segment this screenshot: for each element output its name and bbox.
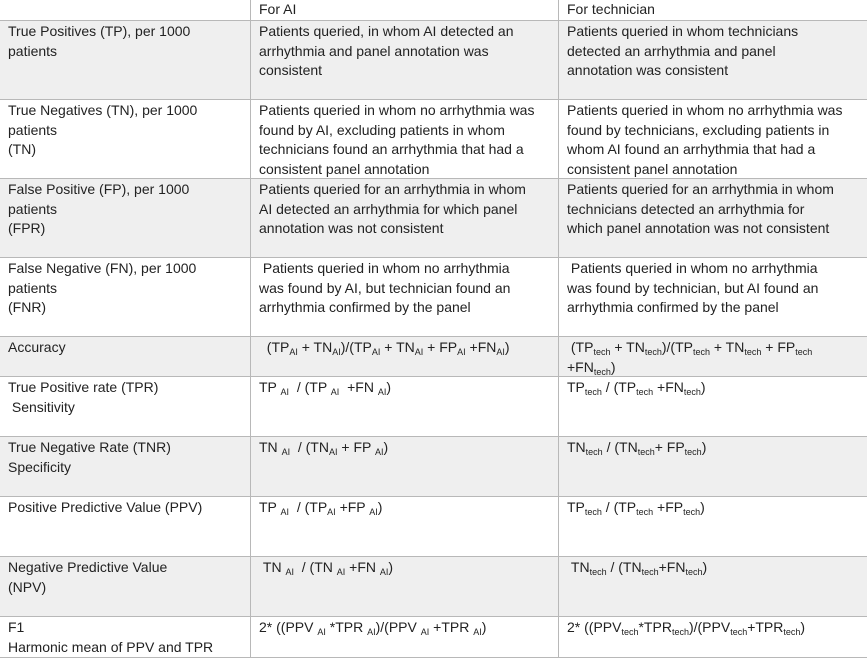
- formula-text: / (TP: [289, 499, 328, 515]
- technician-definition-cell: [559, 437, 867, 496]
- ai-definition-cell: [251, 497, 559, 556]
- formula-subscript: AI: [285, 567, 294, 577]
- technician-definition-line: which panel annotation was not consistent: [567, 220, 830, 236]
- metric-label-line: True Negatives (TN), per 1000: [8, 102, 198, 118]
- technician-formula: [567, 618, 859, 638]
- formula-text: +FP: [335, 499, 370, 515]
- formula-subscript: tech: [744, 347, 762, 357]
- formula-subscript: tech: [585, 447, 603, 457]
- technician-definition-line: found by technicians, excluding patients in: [567, 121, 830, 138]
- ai-definition-line: found by AI, excluding patients in whom: [259, 121, 505, 138]
- technician-definition-cell: [559, 557, 867, 616]
- formula-subscript: AI: [367, 627, 376, 637]
- metric-label-line: F1: [8, 619, 25, 635]
- table-row-tn: [0, 100, 867, 179]
- metric-cell: [0, 617, 251, 657]
- ai-formula: [259, 558, 550, 578]
- metric-label-line: Positive Predictive Value (PPV): [8, 499, 203, 515]
- ai-definition-line: Patients queried, in whom AI detected an: [259, 23, 514, 39]
- technician-definition-line: Patients queried in whom no arrhythmia: [567, 260, 818, 276]
- formula-text: +FP: [653, 499, 684, 515]
- metric-cell: [0, 100, 251, 178]
- ai-definition-line: Patients queried in whom no arrhythmia was: [259, 102, 535, 118]
- formula-text: (TP: [567, 339, 594, 355]
- formula-subscript: AI: [280, 387, 290, 397]
- formula-subscript: AI: [377, 387, 387, 397]
- metric-cell: [0, 497, 251, 556]
- formula-subscript: AI: [369, 507, 378, 517]
- formula-subscript: tech: [685, 567, 703, 577]
- formula-text: TP: [567, 499, 585, 515]
- metric-label-line: patients: [8, 200, 58, 217]
- formula-text: ): [610, 358, 616, 375]
- technician-definition-line: Patients queried in whom no arrhythmia was: [567, 102, 843, 118]
- ai-formula: [259, 438, 550, 458]
- metric-cell: [0, 437, 251, 496]
- formula-subscript: tech: [684, 447, 702, 457]
- metric-cell: [0, 258, 251, 336]
- table-header-row: [0, 0, 867, 21]
- formula-text: / (TN: [293, 559, 337, 575]
- formula-subscript: AI: [496, 347, 505, 357]
- metric-label-line: (FPR): [8, 220, 46, 236]
- formula-subscript: tech: [637, 447, 655, 457]
- formula-text: TP: [259, 499, 281, 515]
- technician-definition-cell: [559, 100, 867, 178]
- metric-label-line: patients: [8, 42, 58, 59]
- formula-text: *TPR: [325, 619, 368, 635]
- formula-subscript: AI: [327, 507, 336, 517]
- formula-subscript: tech: [644, 347, 662, 357]
- formula-subscript: tech: [795, 347, 813, 357]
- formula-text: 2* ((PPV: [259, 619, 318, 635]
- formula-text: / (TN: [606, 559, 642, 575]
- ai-definition-cell: [251, 437, 559, 496]
- formula-text: / (TP: [601, 499, 637, 515]
- ai-formula: [259, 338, 550, 358]
- technician-formula: [567, 558, 859, 578]
- table-row-fn: [0, 258, 867, 337]
- formula-text: ): [800, 619, 806, 635]
- technician-formula: [567, 338, 859, 376]
- metric-cell: [0, 21, 251, 99]
- formula-text: +FN: [465, 339, 497, 355]
- metric-label-line: (NPV): [8, 578, 47, 595]
- header-for-technician: For technician: [567, 1, 655, 17]
- formula-text: ): [504, 339, 510, 355]
- formula-text: / (TP: [289, 379, 331, 395]
- formula-text: ): [388, 559, 394, 575]
- formula-subscript: tech: [730, 627, 748, 637]
- formula-subscript: AI: [328, 447, 338, 457]
- metric-label-line: Specificity: [8, 458, 72, 475]
- metric-label-line: Sensitivity: [8, 398, 75, 415]
- technician-definition-line: consistent panel annotation: [567, 160, 738, 177]
- technician-definition-cell: [559, 21, 867, 99]
- formula-subscript: AI: [473, 627, 482, 637]
- metric-label-line: True Positive rate (TPR): [8, 379, 159, 395]
- formula-subscript: AI: [289, 347, 298, 357]
- formula-subscript: AI: [332, 347, 341, 357]
- table-row-tp: [0, 21, 867, 100]
- technician-formula: [567, 498, 859, 518]
- table-row-fp: [0, 179, 867, 258]
- formula-subscript: tech: [621, 627, 639, 637]
- metric-label-line: (FNR): [8, 299, 47, 315]
- technician-definition-cell: [559, 337, 867, 376]
- formula-text: )/(PPV: [688, 619, 731, 635]
- technician-definition-line: was found by technician, but AI found an: [567, 279, 819, 296]
- header-metric: [0, 0, 251, 20]
- formula-text: (TP: [259, 339, 290, 355]
- formula-text: + FP: [654, 439, 685, 455]
- formula-text: ): [701, 439, 707, 455]
- ai-definition-cell: [251, 337, 559, 376]
- ai-definition-cell: [251, 557, 559, 616]
- formula-subscript: tech: [636, 387, 654, 397]
- technician-definition-line: technicians detected an arrhythmia for: [567, 200, 805, 217]
- table-row-tnr: [0, 437, 867, 497]
- formula-text: + FP: [423, 339, 458, 355]
- formula-text: + FP: [337, 439, 375, 455]
- formula-subscript: tech: [783, 627, 801, 637]
- ai-definition-line: arrhythmia and panel annotation was: [259, 42, 489, 59]
- formula-text: )/(PPV: [375, 619, 421, 635]
- table-row-accuracy: [0, 337, 867, 377]
- formula-text: ): [481, 619, 487, 635]
- table-row-npv: [0, 557, 867, 617]
- formula-subscript: AI: [457, 347, 466, 357]
- metric-label-line: False Positive (FP), per 1000: [8, 181, 190, 197]
- technician-definition-line: detected an arrhythmia and panel: [567, 42, 776, 59]
- ai-definition-line: arrhythmia confirmed by the panel: [259, 299, 471, 315]
- formula-text: +FN: [345, 559, 380, 575]
- formula-subscript: AI: [280, 507, 290, 517]
- formula-subscript: tech: [593, 366, 611, 376]
- formula-subscript: AI: [336, 567, 346, 577]
- ai-definition-line: Patients queried for an arrhythmia in whom: [259, 181, 526, 197]
- formula-text: )/(TP: [661, 339, 693, 355]
- ai-definition-line: Patients queried in whom no arrhythmia: [259, 260, 510, 276]
- formula-text: ): [377, 499, 383, 515]
- metric-label-line: patients: [8, 279, 58, 296]
- formula-text: / (TN: [602, 439, 638, 455]
- metric-label-line: True Positives (TP), per 1000: [8, 23, 191, 39]
- formula-text: ): [383, 439, 389, 455]
- metric-cell: [0, 557, 251, 616]
- table-row-ppv: [0, 497, 867, 557]
- metric-cell: [0, 179, 251, 257]
- technician-definition-cell: [559, 179, 867, 257]
- metric-label-line: patients: [8, 121, 58, 138]
- metric-label-line: True Negative Rate (TNR): [8, 439, 171, 455]
- formula-subscript: AI: [371, 347, 381, 357]
- formula-text: + TN: [297, 339, 333, 355]
- ai-definition-cell: [251, 617, 559, 657]
- formula-subscript: tech: [683, 507, 701, 517]
- metric-label-line: False Negative (FN), per 1000: [8, 260, 197, 276]
- formula-text: TN: [567, 439, 586, 455]
- technician-definition-cell: [559, 377, 867, 436]
- formula-subscript: tech: [589, 567, 607, 577]
- ai-definition-cell: [251, 100, 559, 178]
- table-row-tpr: [0, 377, 867, 437]
- table-row-f1: [0, 617, 867, 658]
- formula-text: ): [702, 559, 708, 575]
- formula-text: )/(TP: [340, 339, 372, 355]
- metric-label-line: (TN): [8, 141, 36, 157]
- header-for-ai: For AI: [251, 0, 559, 20]
- ai-definition-line: technicians found an arrhythmia that had a: [259, 141, 524, 157]
- formula-text: ): [386, 379, 392, 395]
- technician-definition-cell: [559, 497, 867, 556]
- formula-subscript: tech: [641, 567, 659, 577]
- technician-definition-line: Patients queried for an arrhythmia in whom: [567, 181, 834, 197]
- ai-definition-cell: [251, 179, 559, 257]
- formula-text: + TN: [709, 339, 745, 355]
- technician-definition-line: Patients queried in whom technicians: [567, 23, 799, 39]
- metric-label-line: Accuracy: [8, 339, 66, 355]
- formula-subscript: tech: [671, 627, 689, 637]
- formula-subscript: tech: [683, 387, 701, 397]
- formula-subscript: tech: [584, 507, 602, 517]
- ai-definition-line: was found by AI, but technician found an: [259, 279, 511, 296]
- ai-definition-cell: [251, 21, 559, 99]
- technician-formula: [567, 438, 859, 458]
- formula-text: +FN: [567, 339, 817, 375]
- ai-definition-cell: [251, 377, 559, 436]
- ai-definition-line: consistent: [259, 62, 323, 78]
- metric-cell: [0, 377, 251, 436]
- metric-label-line: Harmonic mean of PPV and TPR: [8, 638, 214, 655]
- formula-text: +FN: [653, 379, 684, 395]
- formula-subscript: AI: [379, 567, 389, 577]
- formula-text: TP: [259, 379, 281, 395]
- formula-text: +TPR: [429, 619, 474, 635]
- formula-subscript: AI: [374, 447, 384, 457]
- formula-text: + TN: [380, 339, 415, 355]
- technician-formula: [567, 378, 859, 398]
- ai-definition-line: consistent panel annotation: [259, 160, 430, 177]
- formula-subscript: tech: [692, 347, 710, 357]
- ai-definition-cell: [251, 258, 559, 336]
- formula-text: + FP: [761, 339, 796, 355]
- formula-text: +FN: [658, 559, 686, 575]
- formula-text: ): [700, 499, 705, 515]
- formula-subscript: tech: [593, 347, 611, 357]
- formula-subscript: AI: [281, 447, 291, 457]
- formula-text: +TPR: [747, 619, 784, 635]
- technician-definition-cell: [559, 258, 867, 336]
- formula-text: *TPR: [638, 619, 672, 635]
- formula-text: ): [700, 379, 706, 395]
- metric-label-line: Negative Predictive Value: [8, 559, 168, 575]
- technician-definition-line: whom AI found an arrhythmia that had a: [567, 141, 816, 157]
- formula-text: / (TN: [290, 439, 329, 455]
- ai-definition-line: AI detected an arrhythmia for which panel: [259, 200, 518, 217]
- metric-cell: [0, 337, 251, 376]
- formula-text: +FN: [339, 379, 378, 395]
- formula-subscript: tech: [584, 387, 602, 397]
- formula-subscript: AI: [317, 627, 326, 637]
- technician-definition-line: annotation was consistent: [567, 62, 729, 78]
- formula-subscript: tech: [636, 507, 654, 517]
- formula-text: 2* ((PPV: [567, 619, 622, 635]
- ai-formula: [259, 498, 550, 518]
- formula-subscript: AI: [420, 627, 430, 637]
- technician-definition-line: arrhythmia confirmed by the panel: [567, 299, 779, 315]
- technician-definition-cell: [559, 617, 867, 657]
- formula-subscript: AI: [330, 387, 340, 397]
- ai-definition-line: annotation was not consistent: [259, 220, 444, 236]
- ai-formula: [259, 618, 550, 638]
- formula-subscript: AI: [414, 347, 424, 357]
- formula-text: TN: [567, 559, 590, 575]
- formula-text: TN: [259, 559, 286, 575]
- formula-text: + TN: [610, 339, 645, 355]
- formula-text: / (TP: [601, 379, 637, 395]
- formula-text: TN: [259, 439, 282, 455]
- formula-text: TP: [567, 379, 585, 395]
- ai-formula: [259, 378, 550, 398]
